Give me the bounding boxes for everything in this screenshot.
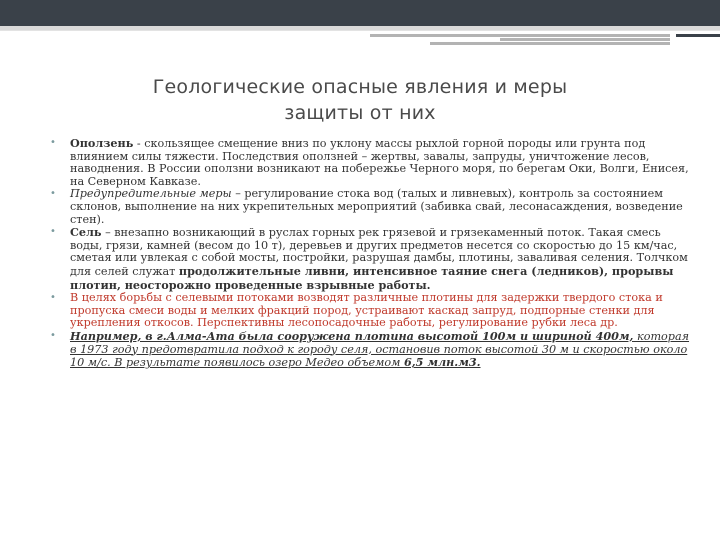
slide-title — [60, 74, 660, 126]
bullet-example-text: которая в 1973 году предотвратила подход к городу селя, остановив поток высотой 30 м и скоростью около 10 м/с. В результате появилось озеро Медео объемом — [70, 329, 690, 370]
bullet-landslide-term: Оползень — [70, 136, 134, 150]
decor-bar-4 — [430, 42, 670, 45]
bullet-mudflow — [50, 226, 690, 292]
decor-bar-1 — [370, 34, 670, 37]
bullet-example-lead: Например, в г.Алма-Ата была сооружена плотина высотой 100м и шириной 400м, — [70, 328, 634, 343]
bullet-landslide-text: - скользящее смещение вниз по уклону массы рыхлой горной породы или грунта под влиянием силы тяжести. Последствия оползней – жертвы, завалы, запруды, уничтожение лесов, наводнения. В России оползни возникают на побережье Черного моря, по берегам Оки, Волги, Енисея, на Северном Кавказе. — [70, 137, 689, 188]
bullet-prevention-text: – регулирование стока вод (талых и ливневых), контроль за состоянием склонов, выполнение на них укрепительных мероприятий (забивка свай, лесонасаждения, возведение стен). — [70, 187, 683, 226]
bullet-prevention-term: Предупредительные меры — [70, 187, 232, 201]
bullet-mudflow-term: Сель — [70, 225, 102, 240]
bullet-mudflow-protection — [50, 292, 690, 330]
slide-title-line-2: защиты от них — [284, 102, 436, 124]
slide-bullet-list — [50, 137, 690, 370]
slide-title-line-1: Геологические опасные явления и меры — [152, 76, 568, 98]
bullet-example-volume: 6,5 млн.м3. — [403, 355, 481, 370]
bullet-prevention — [50, 188, 690, 226]
decor-bar-3 — [676, 34, 720, 37]
bullet-mudflow-protection-text: В целях борьбы с селевыми потоками возводят различные плотины для задержки твердого стока и пропуска смеси воды и мелких фракций пород, устраивают каскад запруд, подпорные стенки для укрепления откосов. Перспективны лесопосадочные работы, регулирование рубки леса др. — [70, 291, 663, 330]
bullet-landslide — [50, 137, 690, 188]
bullet-mudflow-text: – внезапно возникающий в руслах горных рек грязевой и грязекаменный поток. Такая смесь воды, грязи, камней (весом до 10 т), деревьев и других предметов несется со скоростью до 15 км/час, сметая или увлекая с собой мосты, постройки, разрушая дамбы, плотины, заваливая селения. Толчком для селей служат — [70, 226, 688, 278]
top-header-bar — [0, 0, 720, 26]
top-divider-line — [0, 30, 720, 31]
decor-bar-2 — [500, 38, 670, 41]
bullet-mudflow-causes: продолжительные ливни, интенсивное таяние снега (ледников), прорывы плотин, неосторожно проведенные взрывные работы. — [70, 263, 674, 292]
bullet-example — [50, 330, 690, 370]
